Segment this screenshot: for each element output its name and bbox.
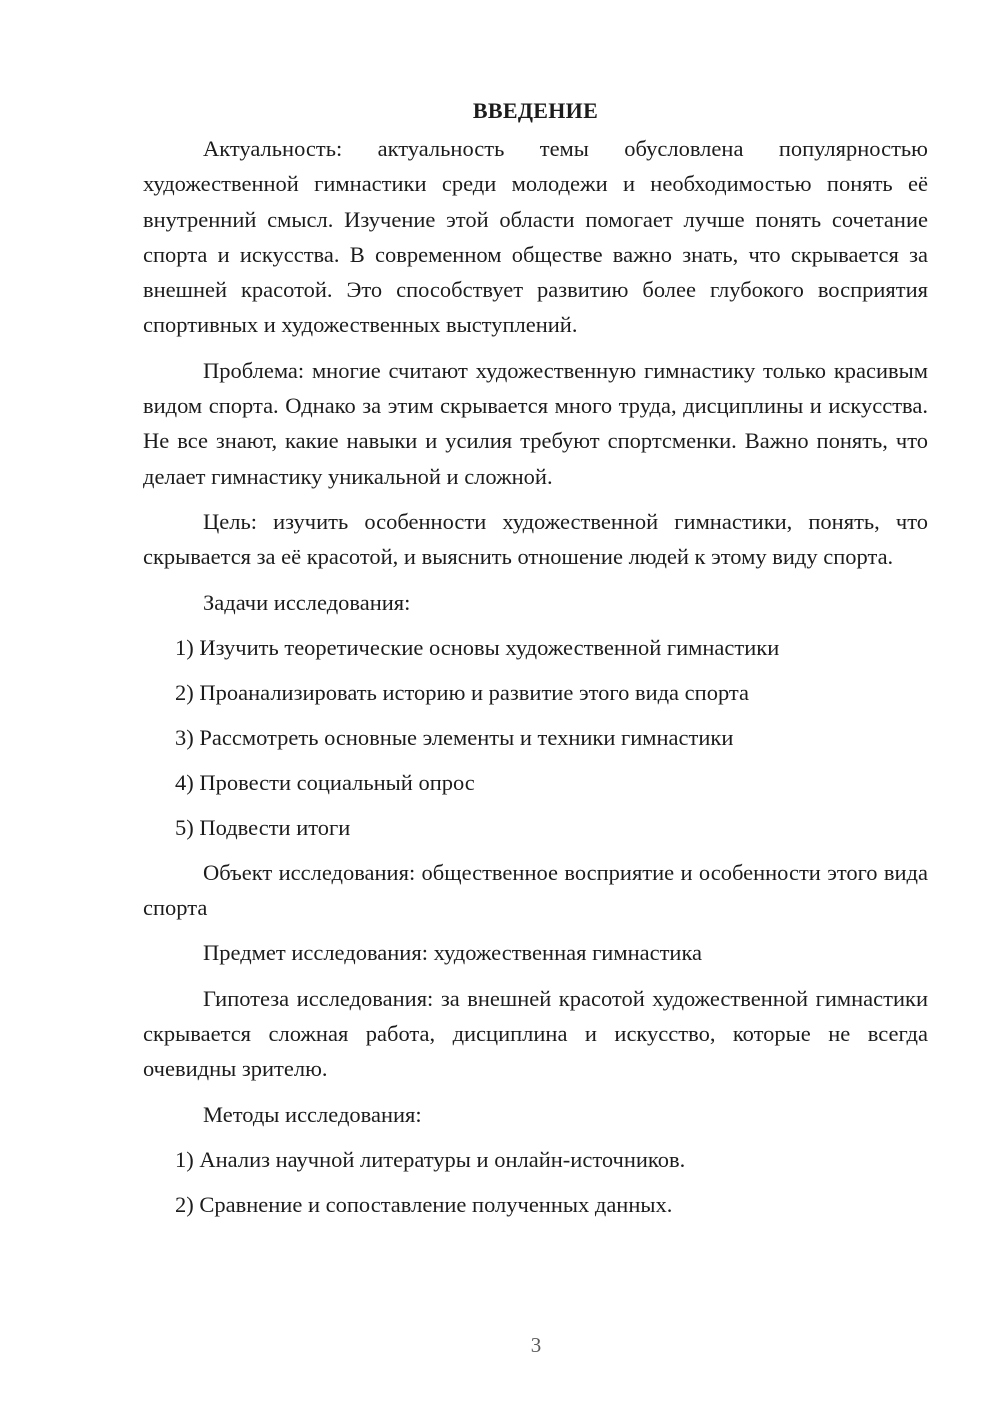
paragraph-object: Объект исследования: общественное восприятие и особенности этого вида спорта — [143, 859, 928, 921]
list-item: 1) Анализ научной литературы и онлайн-источников. — [175, 1146, 686, 1172]
paragraph-problem: Проблема: многие считают художественную гимнастику только красивым видом спорта. Однако за этим скрывается много труда, дисциплины и искусства. Не все знают, какие навыки и усилия требуют спортсменки. Важно понять, что делает гимнастику уникальной и сложной. — [143, 357, 928, 489]
paragraph-subject: Предмет исследования: художественная гимнастика — [203, 940, 703, 966]
tasks-list — [143, 630, 928, 845]
methods-heading: Методы исследования: — [203, 1101, 422, 1127]
list-item: 5) Подвести итоги — [175, 814, 351, 840]
list-item: 3) Рассмотреть основные элементы и техники гимнастики — [175, 724, 734, 750]
list-item: 2) Сравнение и сопоставление полученных данных. — [175, 1191, 673, 1217]
list-item: 1) Изучить теоретические основы художественной гимнастики — [175, 634, 780, 660]
paragraph-hypothesis: Гипотеза исследования: за внешней красотой художественной гимнастики скрывается сложная работа, дисциплина и искусство, которые не всегда очевидны зрителю. — [143, 985, 928, 1082]
methods-list — [143, 1142, 928, 1222]
list-item: 2) Проанализировать историю и развитие этого вида спорта — [175, 679, 749, 705]
paragraph-goal: Цель: изучить особенности художественной гимнастики, понять, что скрывается за её красотой, и выяснить отношение людей к этому виду спорта. — [143, 508, 928, 570]
section-title: ВВЕДЕНИЕ — [472, 98, 599, 123]
list-item: 4) Провести социальный опрос — [175, 769, 475, 795]
document-page — [143, 96, 928, 1222]
page-number: 3 — [530, 1333, 542, 1357]
paragraph-relevance: Актуальность: актуальность темы обусловлена популярностью художественной гимнастики среди молодежи и необходимостью понять её внутренний смысл. Изучение этой области помогает лучше понять сочетание спорта и искусства. В современном обществе важно знать, что скрывается за внешней красотой. Это способствует развитию более глубокого восприятия спортивных и художественных выступлений. — [143, 136, 928, 338]
tasks-heading: Задачи исследования: — [203, 589, 411, 615]
